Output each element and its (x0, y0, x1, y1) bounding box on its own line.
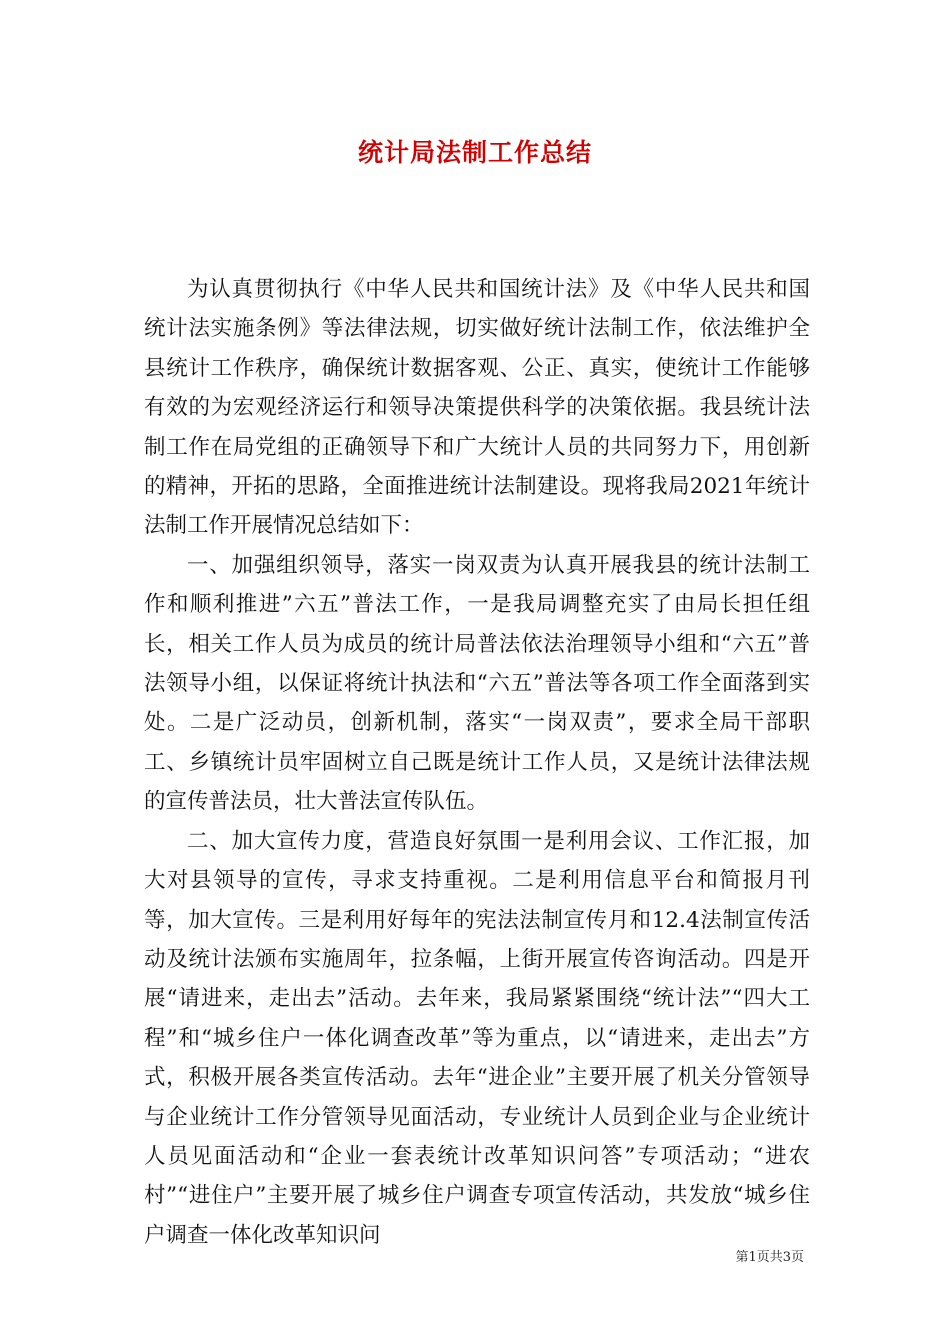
paragraph-intro: 为认真贯彻执行《中华人民共和国统计法》及《中华人民共和国统计法实施条例》等法律法规，切实做好统计法制工作，依法维护全县统计工作秩序，确保统计数据客观、公正、真实，使统计工作能够有效的为宏观经济运行和领导决策提供科学的决策依据。我县统计法制工作在局党组的正确领导下和广大统计人员的共同努力下，用创新的精神，开拓的思路，全面推进统计法制建设。现将我局2021年统计法制工作开展情况总结如下： (144, 277, 810, 539)
page-number-label: 第1页共3页 (735, 1250, 804, 1265)
document-body (144, 270, 810, 1255)
page-number-footer (735, 1246, 804, 1265)
paragraph-section-one: 一、加强组织领导，落实一岗双责为认真开展我县的统计法制工作和顺利推进”六五”普法工作，一是我局调整充实了由局长担任组长，相关工作人员为成员的统计局普法依法治理领导小组和“六五”普法领导小组，以保证将统计执法和“六五”普法等各项工作全面落到实处。二是广泛动员，创新机制，落实“一岗双责”，要求全局干部职工、乡镇统计员牢固树立自己既是统计工作人员，又是统计法律法规的宣传普法员，壮大普法宣传队伍。 (144, 552, 810, 815)
document-title: 统计局法制工作总结 (357, 138, 592, 167)
paragraph-section-two: 二、加大宣传力度，营造良好氛围一是利用会议、工作汇报，加大对县领导的宣传，寻求支持重视。二是利用信息平台和简报月刊等，加大宣传。三是利用好每年的宪法法制宣传月和12.4法制宣传活动及统计法颁布实施周年，拉条幅，上街开展宣传咨询活动。四是开展“请进来，走出去”活动。去年来，我局紧紧围绕“统计法”“四大工程”和“城乡住户一体化调查改革”等为重点，以“请进来，走出去”方式，积极开展各类宣传活动。去年“进企业”主要开展了机关分管领导与企业统计工作分管领导见面活动，专业统计人员到企业与企业统计人员见面活动和“企业一套表统计改革知识问答”专项活动；“进农村”“进住户”主要开展了城乡住户调查专项宣传活动，共发放“城乡住户调查一体化改革知识问 (144, 828, 810, 1248)
